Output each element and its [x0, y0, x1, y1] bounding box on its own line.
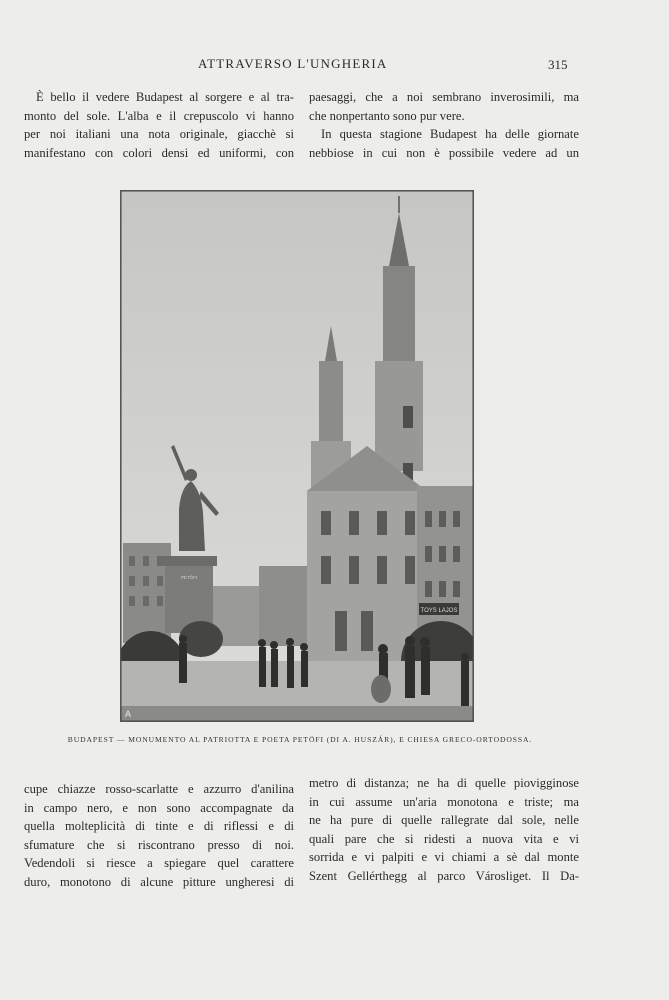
text-line: In questa stagione Budapest ha delle giornate — [321, 127, 579, 141]
figure-caption: BUDAPEST — MONUMENTO AL PATRIOTTA E POETA PETÖFI (DI A. HUSZÁR), E CHIESA GRECO-ORTODOSSA. — [67, 735, 533, 744]
page-number: 315 — [548, 57, 568, 72]
text-line: Vedendoli si riesce a spiegare quel carattere — [24, 856, 294, 870]
text-line: Szent Gellérthegg al parco Városliget. Il Da- — [309, 868, 579, 883]
text-line: cupe chiazze rosso-scarlatte e azzurro d'anilina — [24, 782, 294, 796]
text-line: quella molteplicità di tinte e di riflessi e di — [24, 819, 294, 833]
text-line: È bello il vedere Budapest al sorgere e al tra- — [36, 90, 294, 104]
text-line: paesaggi, che a noi sembrano inverosimili, ma — [309, 90, 579, 104]
text-line: sfumature che si riscontrano presso di noi. — [24, 837, 294, 852]
text-line: per noi italiani una nota originale, giacchè si — [24, 127, 294, 141]
text-column-bottom-left — [24, 780, 294, 891]
text-line: metro di distanza; ne ha di quelle piovigginose — [309, 776, 579, 790]
text-line: monto del sole. L'alba e il crepuscolo vi hanno — [24, 108, 294, 123]
photograph-petofi-monument — [120, 190, 474, 722]
page-header — [0, 56, 669, 76]
text-line: manifestano con colori densi ed uniformi, con — [24, 145, 294, 160]
statue-plaque: PETŐFI — [180, 575, 198, 580]
text-line: duro, monotono di alcune pitture ungheresi di — [24, 874, 294, 889]
shop-sign: TOYS LAJOS — [420, 608, 458, 614]
plate-corner-letter: A — [125, 709, 132, 719]
text-column-top-right — [309, 88, 579, 162]
text-line: sorrida e vi palpiti e vi chiami a sè dal monte — [309, 850, 579, 864]
text-line: nebbiose in cui non è possibile vedere ad un — [309, 145, 579, 160]
running-title: ATTRAVERSO L'UNGHERIA — [198, 56, 388, 71]
text-column-bottom-right — [309, 774, 579, 885]
text-line: che nonpertanto sono pur vere. — [309, 108, 465, 123]
text-line: quali pare che si ridesti a nuova vita e vi — [309, 831, 579, 846]
text-line: ne ha pure di quelle rallegrate dal sole, nelle — [309, 813, 579, 827]
text-line: in cui assume un'aria monotona e triste; ma — [309, 794, 579, 809]
text-column-top-left — [24, 88, 294, 162]
text-line: in campo nero, e non sono accompagnate da — [24, 800, 294, 815]
